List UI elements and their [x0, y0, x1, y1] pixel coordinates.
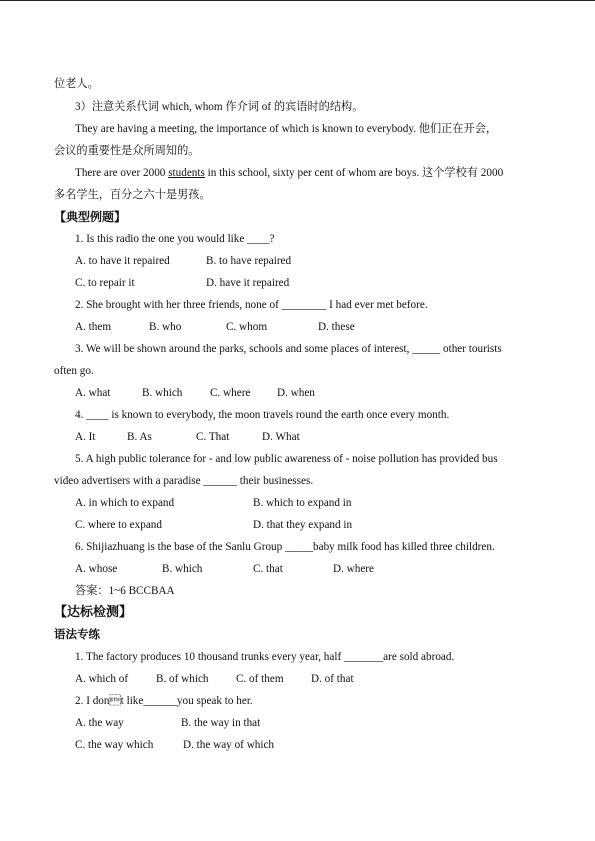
option: A. them [75, 321, 112, 333]
option: C. of them [236, 673, 284, 685]
text-segment: There are over 2000 [75, 167, 169, 179]
option: C. the way which [75, 739, 154, 751]
option: B. As [127, 431, 152, 443]
option: C. whom [226, 321, 268, 333]
question: 1. Is this radio the one you would like ____? [75, 233, 275, 245]
underlined-word: students [168, 167, 205, 179]
option: C. where to expand [75, 519, 162, 531]
option: B. of which [156, 673, 209, 685]
option: D. of that [311, 673, 354, 685]
option: D. have it repaired [206, 277, 290, 289]
text-line [75, 166, 503, 180]
option: C. That [196, 431, 230, 443]
option: D. that they expand in [253, 519, 353, 531]
answer-key: 答案：1~6 BCCBAA [75, 585, 175, 597]
option: C. where [210, 387, 251, 399]
option: A. in which to expand [75, 497, 175, 509]
option: A. what [75, 387, 111, 399]
option: C. that [253, 563, 283, 575]
option: B. which [142, 387, 183, 399]
question-continued: often go. [54, 365, 94, 377]
question: 3. We will be shown around the parks, schools and some places of interest, _____ other tourists [75, 343, 502, 355]
text-line: They are having a meeting, the importance of which is known to everybody. 他们正在开会， [75, 123, 498, 135]
option: C. to repair it [75, 277, 135, 289]
option: B. the way in that [181, 717, 261, 729]
question-continued: video advertisers with a paradise ______ their businesses. [54, 475, 314, 487]
question: 5. A high public tolerance for - and low public awareness of - noise pollution has provided bus [75, 453, 498, 465]
section-title: 【典型例题】 [54, 210, 127, 224]
option: A. the way [75, 717, 124, 729]
option: A. whose [75, 563, 118, 575]
option: A. which of [75, 673, 129, 685]
option: D. when [277, 387, 315, 399]
question: 2. I dont like______you speak to her. [75, 695, 253, 707]
option: B. who [149, 321, 182, 333]
option: A. It [75, 431, 96, 443]
text-segment: in this school, sixty per cent of whom are boys. 这个学校有 2000 [204, 167, 504, 179]
option: B. to have repaired [206, 255, 292, 267]
option: B. which to expand in [253, 497, 352, 509]
text-line: 3）注意关系代词 which, whom 作介词 of 的宾语时的结构。 [75, 101, 364, 113]
option: A. to have it repaired [75, 255, 170, 267]
option: B. which [162, 563, 203, 575]
question: 1. The factory produces 10 thousand trunks every year, half _______are sold abroad. [75, 651, 455, 663]
section-subtitle: 语法专练 [54, 629, 100, 641]
text-line: 会议的重要性是众所周知的。 [54, 145, 200, 157]
question: 2. She brought with her three friends, none of ________ I had ever met before. [75, 299, 428, 311]
text-line: 位老人。 [54, 78, 99, 90]
option: D. What [262, 431, 300, 443]
question: 6. Shijiazhuang is the base of the Sanlu Group _____baby milk food has killed three children. [75, 541, 495, 553]
option: D. where [333, 563, 375, 575]
option: D. these [318, 321, 355, 333]
question: 4. ____ is known to everybody, the moon travels round the earth once every month. [75, 409, 450, 421]
option: D. the way of which [183, 739, 275, 751]
text-line: 多名学生，百分之六十是男孩。 [54, 189, 211, 201]
page-top-rule [0, 0, 595, 1]
section-title: 【达标检测】 [54, 604, 133, 619]
